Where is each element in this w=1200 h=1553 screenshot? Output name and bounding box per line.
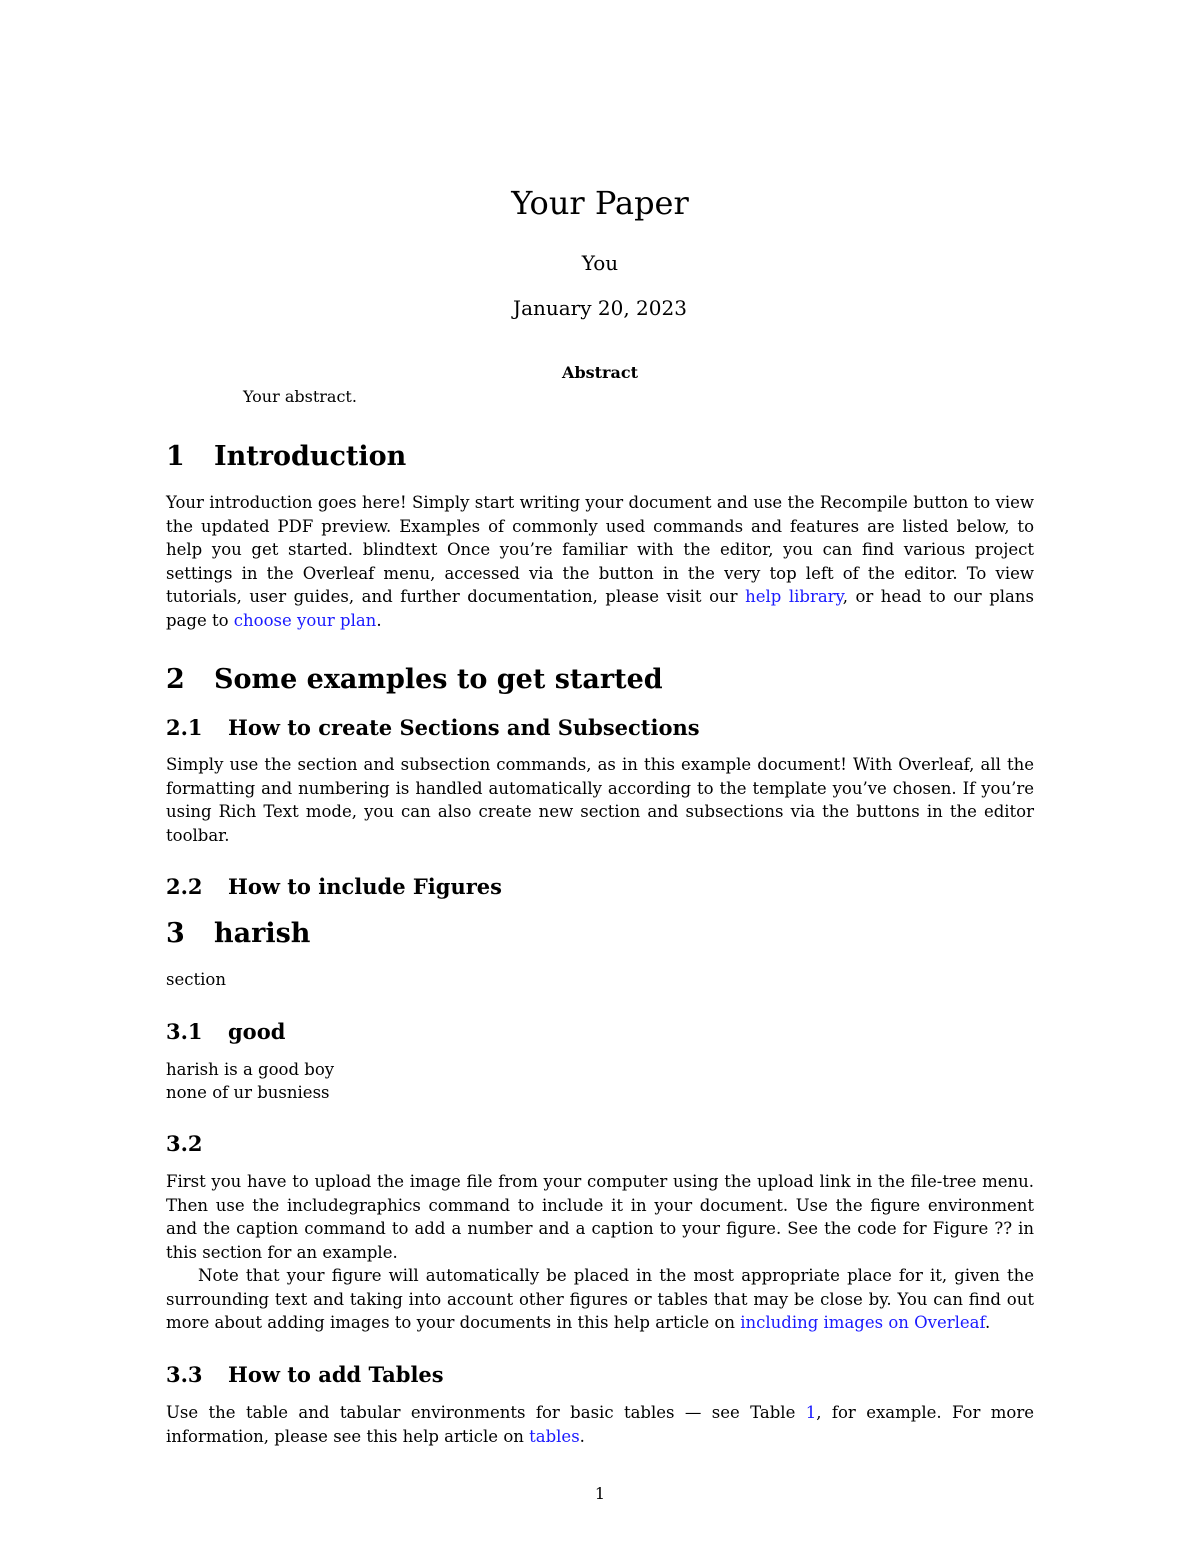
harish-section-text: section [166, 970, 226, 989]
including-images-link[interactable]: including images on Overleaf [740, 1313, 986, 1332]
tables-paragraph [166, 1401, 1034, 1448]
paper-title: Your Paper [511, 184, 689, 222]
subsection-tables-heading [166, 1361, 444, 1389]
abstract-text: Your abstract. [243, 387, 357, 406]
tables-link[interactable]: tables [529, 1426, 580, 1446]
intro-text-2: , or head to our plans page to [166, 587, 1034, 630]
good-line-1: harish is a good boy [166, 1060, 335, 1079]
paper-author: You [581, 251, 619, 275]
subsection-number: 2.1 [166, 715, 203, 740]
subsection-title: good [228, 1019, 286, 1044]
subsection-number: 3.1 [166, 1019, 203, 1044]
subsection-sections-heading [166, 714, 700, 742]
figure-paragraph-2 [166, 1264, 1034, 1335]
section-title: Introduction [214, 441, 407, 472]
section-number: 3 [166, 918, 185, 949]
tables-text-2: , for example. For more information, please see this help article on [166, 1403, 1035, 1446]
help-library-link[interactable]: help library [745, 587, 843, 606]
subsection-figures-heading [166, 873, 502, 901]
paper-date: January 20, 2023 [513, 296, 687, 320]
subsection-title: How to include Figures [228, 874, 502, 899]
subsection-3-2-heading [166, 1130, 228, 1158]
tables-text-1: Use the table and tabular environments for basic tables — see Table [166, 1403, 806, 1422]
subsection-number: 3.2 [166, 1131, 203, 1156]
section-number: 1 [166, 441, 185, 472]
section-introduction-heading [166, 440, 406, 474]
page-number: 1 [594, 1484, 606, 1503]
subsection-good-heading [166, 1018, 285, 1046]
intro-text-3: . [376, 610, 382, 630]
figure-text-end: . [985, 1313, 991, 1332]
figure-text: Note that your figure will automatically be placed in the most appropriate place for it, given the surrounding text and taking into account other figures or tables that may be close by. You can find out more about adding images to your documents in this help article on [166, 1266, 1034, 1332]
tables-text-3: . [579, 1426, 585, 1446]
section-examples-heading [166, 663, 663, 697]
section-title: harish [214, 918, 311, 949]
section-number: 2 [166, 664, 185, 695]
section-harish-heading [166, 917, 310, 951]
table-ref-link[interactable]: 1 [805, 1403, 817, 1422]
subsection-title: How to add Tables [228, 1362, 444, 1387]
good-line-2: none of ur busniess [166, 1083, 330, 1102]
figure-paragraph-1: First you have to upload the image file from your computer using the upload link in the file-tree menu. Then use the includegraphics command to include it in your document. Use the figure environment and the caption command to add a number and a caption to your figure. See the code for Figure ?? in this section for an example. [166, 1172, 1034, 1262]
intro-text-1: Your introduction goes here! Simply start writing your document and use the Recompile button to view the updated PDF preview. Examples of commonly used commands and features are listed below, to help you get started. blindtext Once you’re familiar with the editor, you can find various project settings in the Overleaf menu, accessed via the button in the very top left of the editor. To view tutorials, user guides, and further documentation, please visit our [166, 493, 1034, 606]
choose-plan-link[interactable]: choose your plan [233, 610, 377, 630]
subsection-title: How to create Sections and Subsections [228, 715, 700, 740]
subsection-number: 3.3 [166, 1362, 203, 1387]
introduction-paragraph [166, 491, 1034, 632]
sections-paragraph: Simply use the section and subsection commands, as in this example document! With Overleaf, all the formatting and numbering is handled automatically according to the template you’ve chosen. If you’re using Rich Text mode, you can also create new section and subsections via the buttons in the editor toolbar. [166, 755, 1034, 845]
abstract-heading: Abstract [562, 363, 638, 382]
section-title: Some examples to get started [214, 664, 663, 695]
subsection-number: 2.2 [166, 874, 203, 899]
